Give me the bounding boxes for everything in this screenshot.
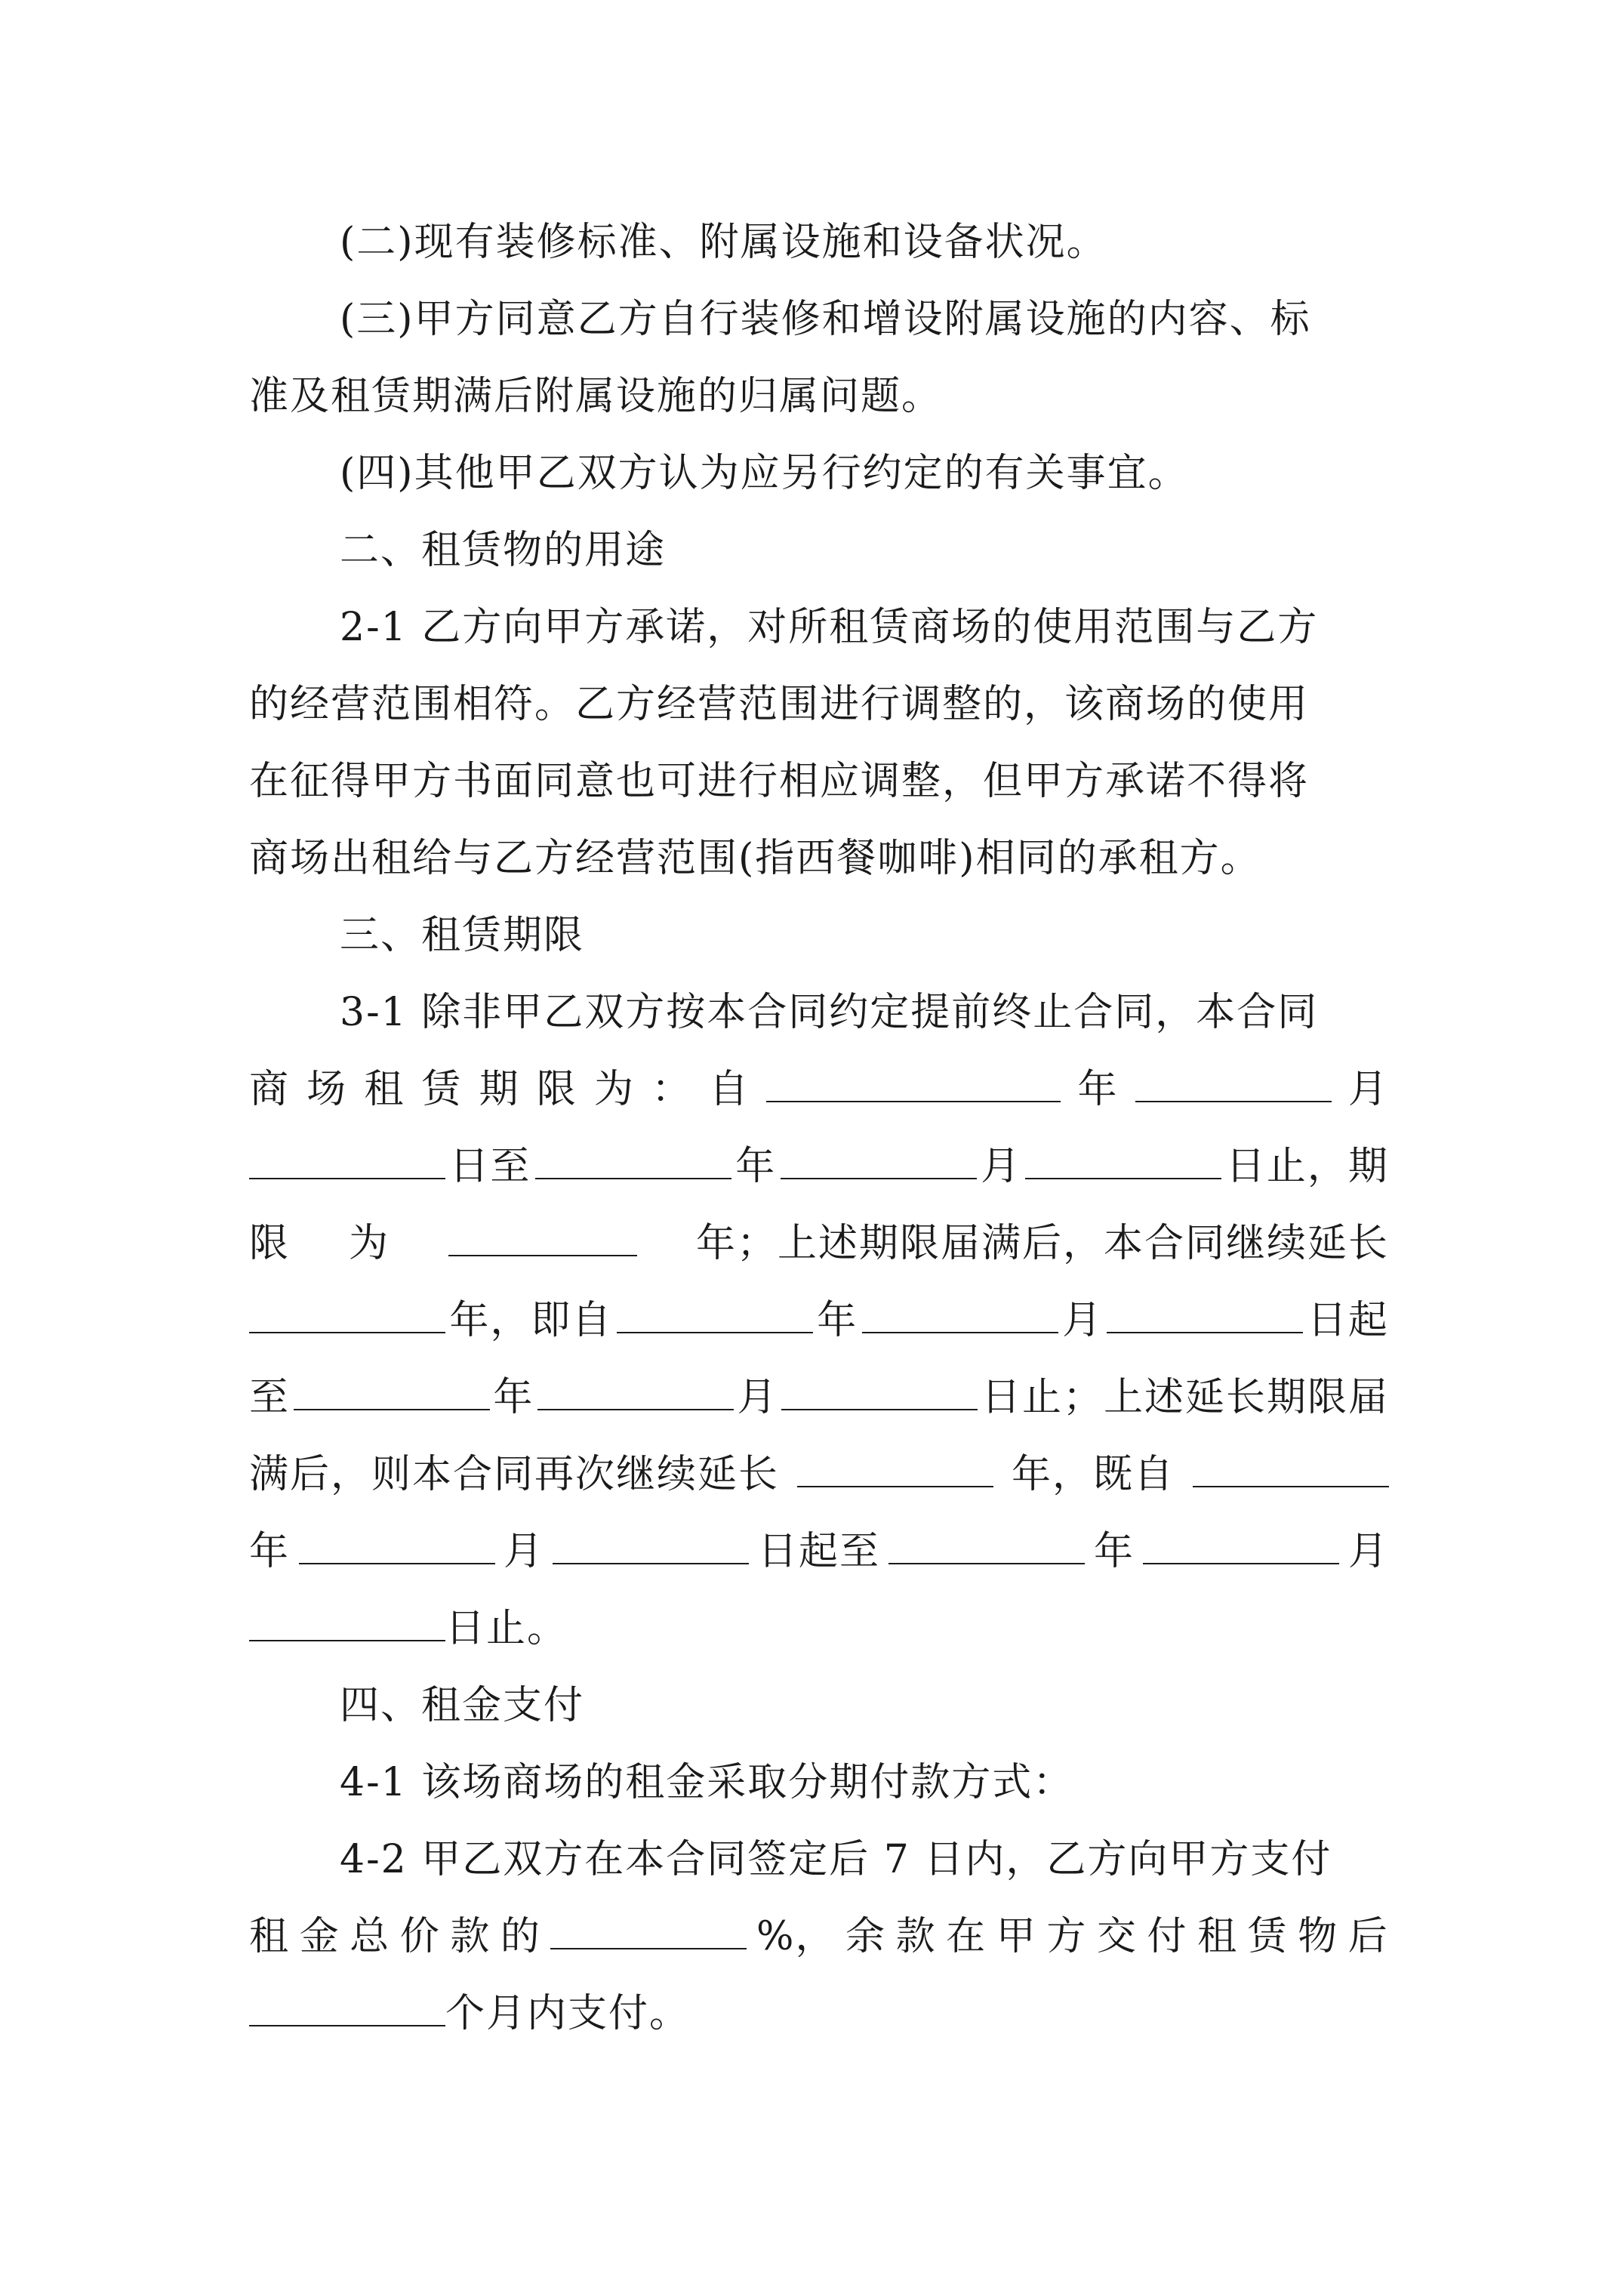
clause-item-4: (四)其他甲乙双方认为应另行约定的有关事宜。 bbox=[340, 451, 1189, 496]
clause-3-1-line-1: 3-1 除非甲乙双方按本合同约定提前终止合同，本合同 bbox=[340, 990, 1319, 1035]
clause-item-2: (二)现有装修标准、附属设施和设备状况。 bbox=[340, 220, 1107, 265]
clause-3-1-line-4: 限 为 年；上述期限届满后，本合同继续延长 bbox=[249, 1205, 1389, 1282]
clause-4-2-line-3: 个月内支付。 bbox=[249, 1975, 1389, 2052]
blank-ext-start-month bbox=[862, 1293, 1058, 1333]
blank-end-day bbox=[1025, 1139, 1221, 1179]
blank-balance-months bbox=[249, 1986, 445, 2026]
clause-item-3-line-1: (三)甲方同意乙方自行装修和增设附属设施的内容、标 bbox=[340, 297, 1311, 342]
clause-3-1-line-2: 商 场 租 赁 期 限 为 ： 自 年 月 bbox=[249, 1051, 1389, 1128]
clause-4-1: 4-1 该场商场的租金采取分期付款方式： bbox=[340, 1760, 1074, 1805]
section-heading-term: 三、租赁期限 bbox=[340, 913, 585, 958]
clause-3-1-line-9: 日止。 bbox=[249, 1590, 1389, 1667]
blank-ext-end-year bbox=[294, 1370, 490, 1410]
clause-3-1-line-5: 年，即自 年 月 日起 bbox=[249, 1282, 1389, 1359]
blank-term-years bbox=[448, 1216, 637, 1256]
section-heading-rent: 四、租金支付 bbox=[340, 1683, 585, 1728]
blank-second-ext-start-day bbox=[553, 1524, 749, 1564]
blank-second-ext-end-month bbox=[1143, 1524, 1339, 1564]
section-heading-purpose: 二、租赁物的用途 bbox=[340, 528, 667, 573]
blank-end-year bbox=[535, 1139, 731, 1179]
blank-second-extension-years bbox=[797, 1447, 993, 1487]
blank-ext-start-day bbox=[1107, 1293, 1303, 1333]
blank-second-ext-start-month bbox=[299, 1524, 495, 1564]
blank-extension-years bbox=[249, 1293, 445, 1333]
blank-ext-start-year bbox=[617, 1293, 813, 1333]
clause-3-1-line-7: 满后，则本合同再次继续延长 年，既自 bbox=[249, 1436, 1389, 1513]
clause-item-3-line-2: 准及租赁期满后附属设施的归属问题。 bbox=[249, 374, 943, 419]
blank-second-ext-end-day bbox=[249, 1601, 445, 1641]
clause-2-1-line-3: 在征得甲方书面同意也可进行相应调整，但甲方承诺不得将 bbox=[249, 759, 1310, 804]
clause-2-1-line-4: 商场出租给与乙方经营范围(指西餐咖啡)相同的承租方。 bbox=[249, 836, 1261, 881]
blank-down-payment-percent bbox=[550, 1909, 747, 1949]
clause-3-1-line-6: 至 年 月 日止；上述延长期限届 bbox=[249, 1359, 1389, 1436]
blank-end-month bbox=[781, 1139, 977, 1179]
clause-3-1-line-3: 日至 年 月 日止，期 bbox=[249, 1128, 1389, 1205]
clause-4-2-line-1: 4-2 甲乙双方在本合同签定后 7 日内，乙方向甲方支付 bbox=[340, 1837, 1332, 1882]
blank-ext-end-day bbox=[781, 1370, 978, 1410]
clause-3-1-line-8: 年 月 日起至 年 月 bbox=[249, 1513, 1389, 1590]
blank-start-month bbox=[1135, 1062, 1332, 1102]
blank-second-ext-end-year bbox=[888, 1524, 1085, 1564]
clause-4-2-line-2: 租 金 总 价 款 的 %， 余 款 在 甲 方 交 付 租 赁 物 后 bbox=[249, 1898, 1389, 1975]
document-page bbox=[249, 204, 1389, 2052]
clause-2-1-line-1: 2-1 乙方向甲方承诺，对所租赁商场的使用范围与乙方 bbox=[340, 605, 1319, 650]
blank-second-ext-start-year bbox=[1193, 1447, 1389, 1487]
clause-2-1-line-2: 的经营范围相符。乙方经营范围进行调整的，该商场的使用 bbox=[249, 682, 1310, 727]
blank-start-day bbox=[249, 1139, 445, 1179]
blank-start-year bbox=[766, 1062, 1061, 1102]
blank-ext-end-month bbox=[537, 1370, 734, 1410]
